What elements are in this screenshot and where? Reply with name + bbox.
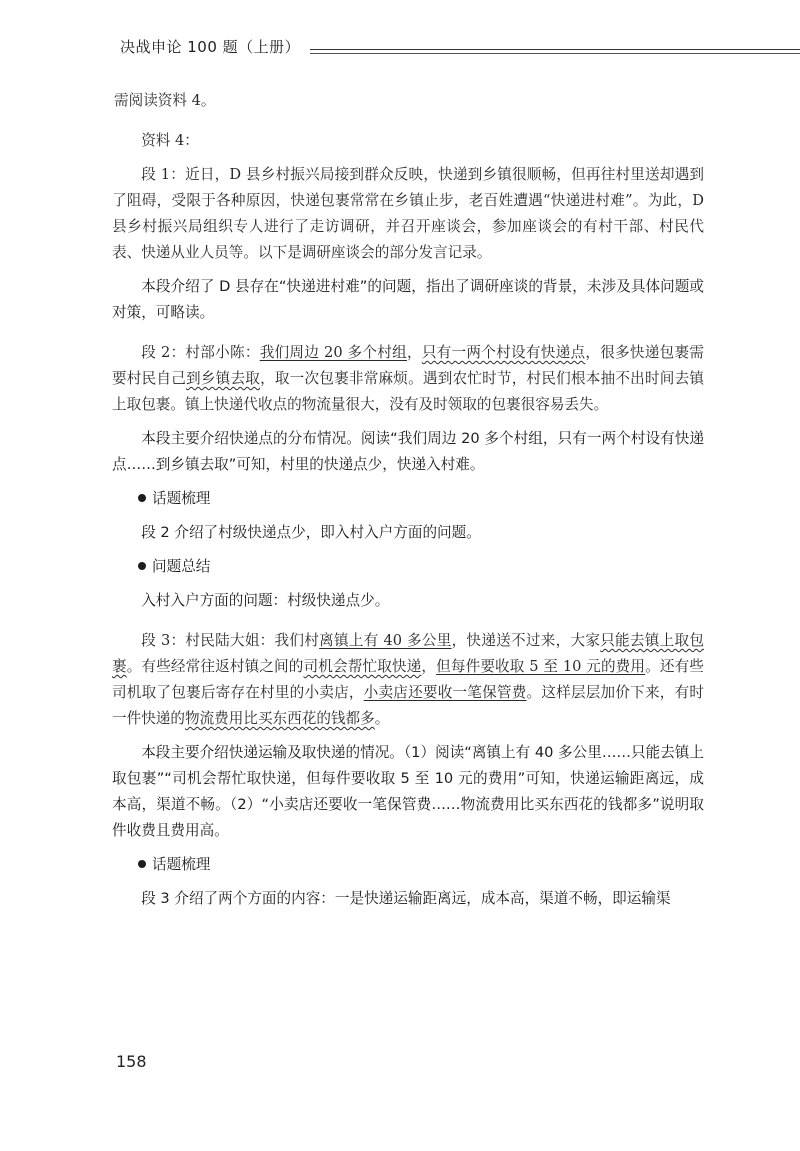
para3-label: 段 3： xyxy=(141,632,186,649)
para3-highlight-5: 小卖店还要收一笔保管费 xyxy=(363,684,527,701)
header-rule xyxy=(310,49,800,50)
bullet-icon xyxy=(138,562,146,570)
para3-text-4: ， xyxy=(421,658,437,675)
para3-highlight-4: 但每件要收取 5 至 10 元的费用 xyxy=(436,658,646,675)
running-header xyxy=(120,36,730,60)
para1-text: 近日，D 县乡村振兴局接到群众反映，快递到乡镇很顺畅，但再往村里送却遇到了阻碍，受限于各种原因，快递包裹常常在乡镇止步，老百姓遭遇“快递进村难”。为此，D 县乡村振兴局组织专人进行了走访调研，并召开座谈会，参加座谈会的有村干部、村民代表、快递从业人员等。以下是调研座谈会的部分发言记录。 xyxy=(112,166,704,261)
paragraph-2-analysis: 本段主要介绍快递点的分布情况。阅读“我们周边 20 多个村组，只有一两个村设有快递点……到乡镇去取”可知，村里的快递点少，快递入村难。 xyxy=(112,430,704,473)
para3-highlight-6: 物流费用比买东西花的钱都多 xyxy=(184,710,375,727)
para2-highlight-3: 到乡镇去取 xyxy=(186,370,261,387)
para3-text-7: 。 xyxy=(374,710,390,727)
para3-text-3: 。有些经常往返村镇之间的 xyxy=(126,658,304,675)
topic-heading-1 xyxy=(138,486,704,512)
material-label: 资料 4： xyxy=(141,132,199,149)
para2-sep: ， xyxy=(406,344,422,361)
para3-speaker: 村民陆大姐： xyxy=(185,632,275,649)
para3-text-6: 。这样层层加价下来，有时一件快递的 xyxy=(112,684,704,727)
bullet-icon xyxy=(138,860,146,868)
para3-highlight-3: 司机会帮忙取快递 xyxy=(303,658,422,675)
book-title: 决战申论 100 题（上册） xyxy=(120,38,301,56)
summary-heading-text: 问题总结 xyxy=(152,558,211,575)
topic-heading-2 xyxy=(138,852,704,878)
page-number: 158 xyxy=(116,1052,147,1071)
paragraph-2 xyxy=(112,340,704,418)
page-content xyxy=(112,88,704,912)
para3-highlight-1: 离镇上有 40 多公里 xyxy=(319,632,452,649)
para2-rest: ，取一次包裹非常麻烦。遇到农忙时节，村民们根本抽不出时间去镇上取包裹。镇上快递代收点的物流量很大，没有及时领取的包裹很容易丢失。 xyxy=(112,370,704,413)
para2-highlight-1: 我们周边 20 多个村组 xyxy=(259,344,407,361)
topic-text-1: 段 2 介绍了村级快递点少，即入村入户方面的问题。 xyxy=(141,524,481,541)
para2-highlight-2: 只有一两个村设有快递点 xyxy=(421,344,586,361)
topic-heading-1-text: 话题梳理 xyxy=(152,490,211,507)
para3-text-1: 我们村 xyxy=(274,632,320,649)
para3-text-5: 。还有些司机取了包裹后寄存在村里的小卖店， xyxy=(112,658,704,701)
para2-label: 段 2： xyxy=(141,344,186,361)
para3-highlight-2: 只能去镇上取包裹 xyxy=(112,632,704,675)
summary-text: 入村入户方面的问题：村级快递点少。 xyxy=(141,592,390,609)
paragraph-1 xyxy=(112,162,704,266)
topic-heading-2-text: 话题梳理 xyxy=(152,856,211,873)
bullet-icon xyxy=(138,494,146,502)
paragraph-3-analysis: 本段主要介绍快递运输及取快递的情况。（1）阅读“离镇上有 40 多公里……只能去镇上取包裹”“司机会帮忙取快递，但每件要收取 5 至 10 元的费用”可知，快递运输距离远，成本高，渠道不畅。（2）“小卖店还要收一笔保管费……物流费用比买东西花的钱都多”说明取件收费且费用高。 xyxy=(112,744,705,839)
para2-mid: ，很多快递包裹需要村民自己 xyxy=(112,344,704,387)
summary-heading xyxy=(138,554,704,580)
paragraph-3 xyxy=(112,628,704,732)
para2-speaker: 村部小陈： xyxy=(185,344,260,361)
header-rule-thin xyxy=(310,53,800,54)
para3-text-2: ，快递送不过来，大家 xyxy=(451,632,601,649)
paragraph-1-analysis: 本段介绍了 D 县存在“快递进村难”的问题，指出了调研座谈的背景，未涉及具体问题或对策，可略读。 xyxy=(112,278,704,321)
topic-text-2: 段 3 介绍了两个方面的内容：一是快递运输距离远，成本高，渠道不畅，即运输渠 xyxy=(141,890,671,907)
lead-line: 需阅读资料 4。 xyxy=(114,92,216,109)
para1-label: 段 1： xyxy=(141,166,186,183)
